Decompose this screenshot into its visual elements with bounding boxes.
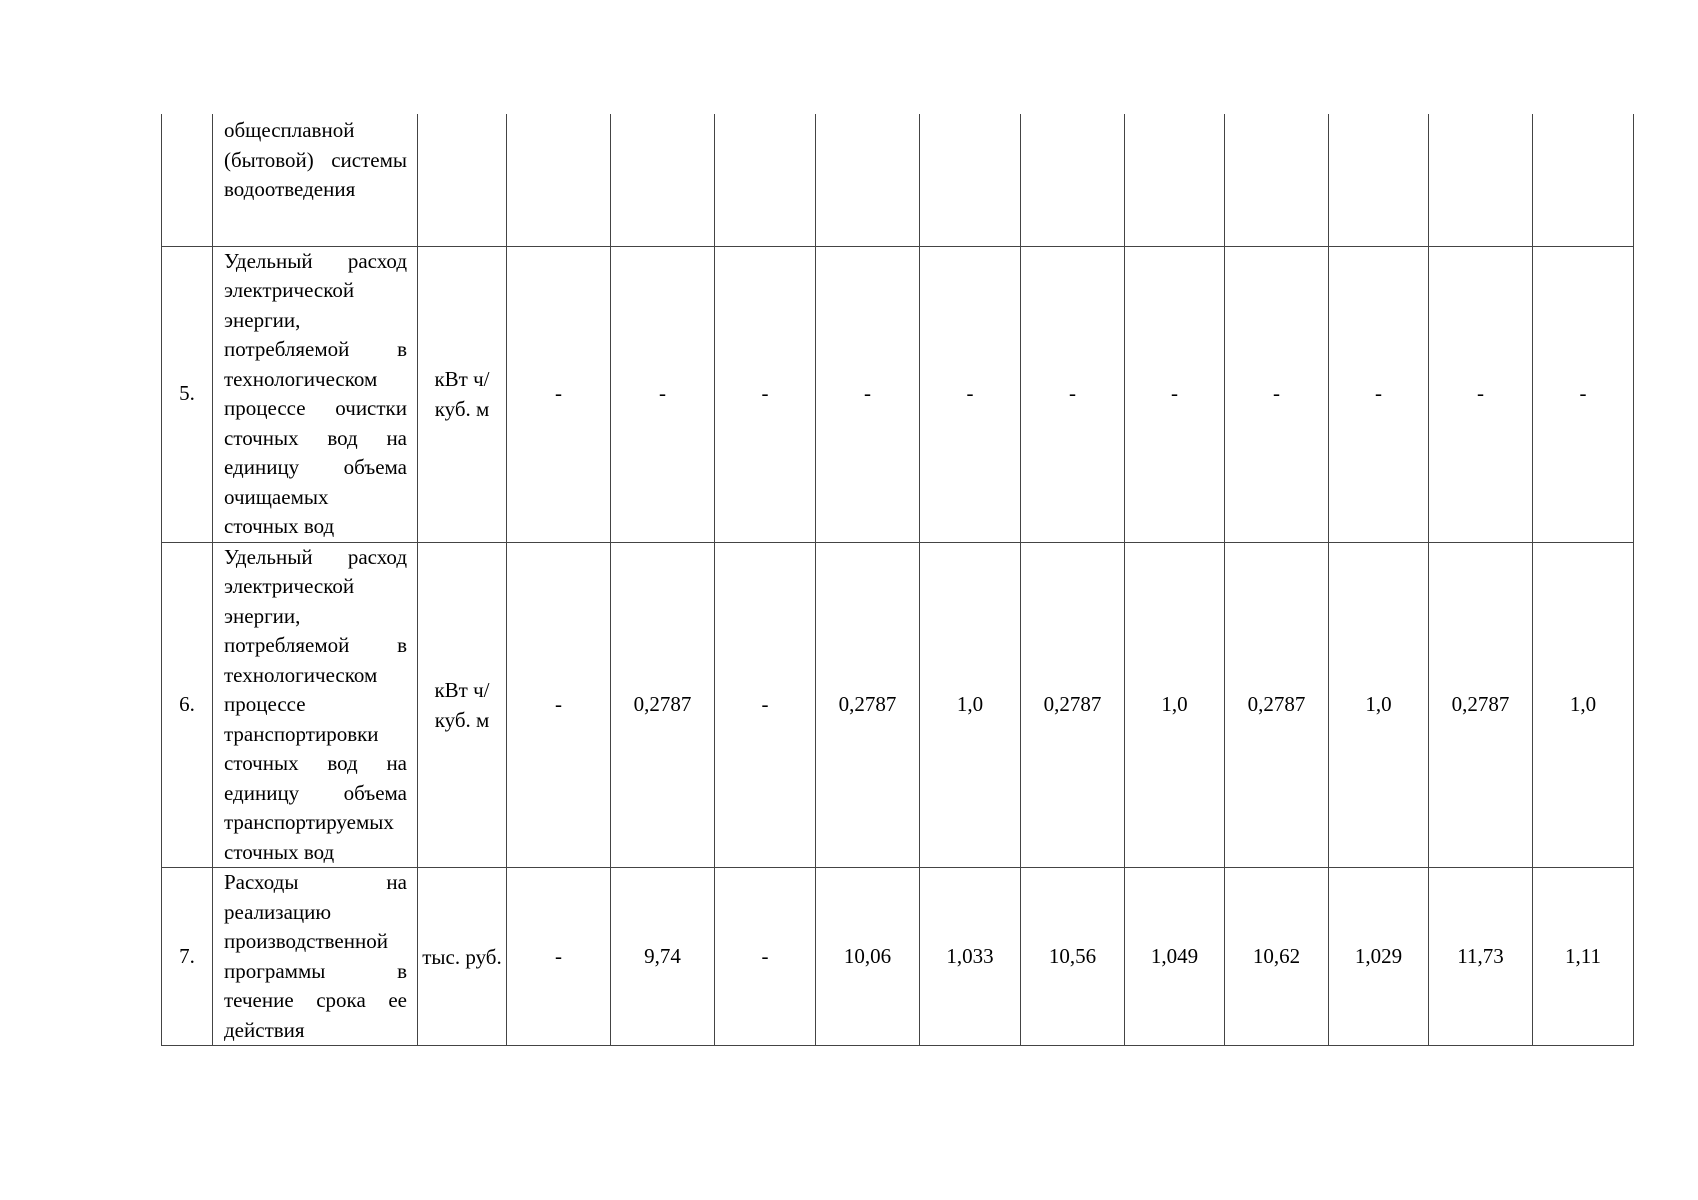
value-cell: 0,2787 <box>1429 542 1533 868</box>
table-row <box>162 246 1634 542</box>
table-row <box>162 114 1634 246</box>
value-cell <box>816 114 920 246</box>
value-cell <box>715 114 816 246</box>
value-cell <box>1125 114 1225 246</box>
indicator-name-cell: Удельный расход электрической энергии, потребляемой в технологическом процессе очистки сточных вод на единицу объема очищаемых сточных вод <box>213 246 418 542</box>
table-row <box>162 542 1634 868</box>
value-cell: 0,2787 <box>816 542 920 868</box>
value-cell: 1,033 <box>920 868 1021 1046</box>
value-cell <box>611 114 715 246</box>
row-number-cell: 7. <box>162 868 213 1046</box>
value-cell: - <box>507 868 611 1046</box>
unit-cell: тыс. руб. <box>418 868 507 1046</box>
value-cell: - <box>507 542 611 868</box>
value-cell: - <box>1429 246 1533 542</box>
value-cell <box>507 114 611 246</box>
value-cell: - <box>715 542 816 868</box>
value-cell: - <box>920 246 1021 542</box>
value-cell: 0,2787 <box>1225 542 1329 868</box>
value-cell: - <box>611 246 715 542</box>
value-cell: - <box>1125 246 1225 542</box>
value-cell: - <box>1225 246 1329 542</box>
value-cell: 11,73 <box>1429 868 1533 1046</box>
value-cell: 9,74 <box>611 868 715 1046</box>
value-cell: 1,049 <box>1125 868 1225 1046</box>
row-number-cell: 5. <box>162 246 213 542</box>
value-cell: - <box>1021 246 1125 542</box>
value-cell: - <box>507 246 611 542</box>
value-cell: 0,2787 <box>1021 542 1125 868</box>
value-cell: 1,0 <box>1533 542 1634 868</box>
value-cell: - <box>816 246 920 542</box>
value-cell: 1,0 <box>1329 542 1429 868</box>
value-cell: 1,0 <box>1125 542 1225 868</box>
value-cell: - <box>1329 246 1429 542</box>
row-number-cell <box>162 114 213 246</box>
value-cell: 1,0 <box>920 542 1021 868</box>
unit-cell: кВт ч/куб. м <box>418 246 507 542</box>
value-cell <box>1533 114 1634 246</box>
value-cell <box>1429 114 1533 246</box>
value-cell: 10,06 <box>816 868 920 1046</box>
value-cell: - <box>715 246 816 542</box>
indicator-name-cell: Расходы на реализацию производственной программы в течение срока ее действия <box>213 868 418 1046</box>
value-cell: - <box>1533 246 1634 542</box>
value-cell: 10,56 <box>1021 868 1125 1046</box>
row-number-cell: 6. <box>162 542 213 868</box>
value-cell <box>1021 114 1125 246</box>
value-cell: 1,11 <box>1533 868 1634 1046</box>
unit-cell: кВт ч/куб. м <box>418 542 507 868</box>
value-cell <box>1329 114 1429 246</box>
value-cell: 1,029 <box>1329 868 1429 1046</box>
indicators-table <box>161 114 1634 1046</box>
value-cell: - <box>715 868 816 1046</box>
indicator-name-cell: Удельный расход электрической энергии, потребляемой в технологическом процессе транспортировки сточных вод на единицу объема транспортируемых сточных вод <box>213 542 418 868</box>
table-row <box>162 868 1634 1046</box>
value-cell: 0,2787 <box>611 542 715 868</box>
indicator-name-cell: общесплавной (бытовой) системы водоотведения <box>213 114 418 246</box>
value-cell: 10,62 <box>1225 868 1329 1046</box>
unit-cell <box>418 114 507 246</box>
value-cell <box>920 114 1021 246</box>
value-cell <box>1225 114 1329 246</box>
